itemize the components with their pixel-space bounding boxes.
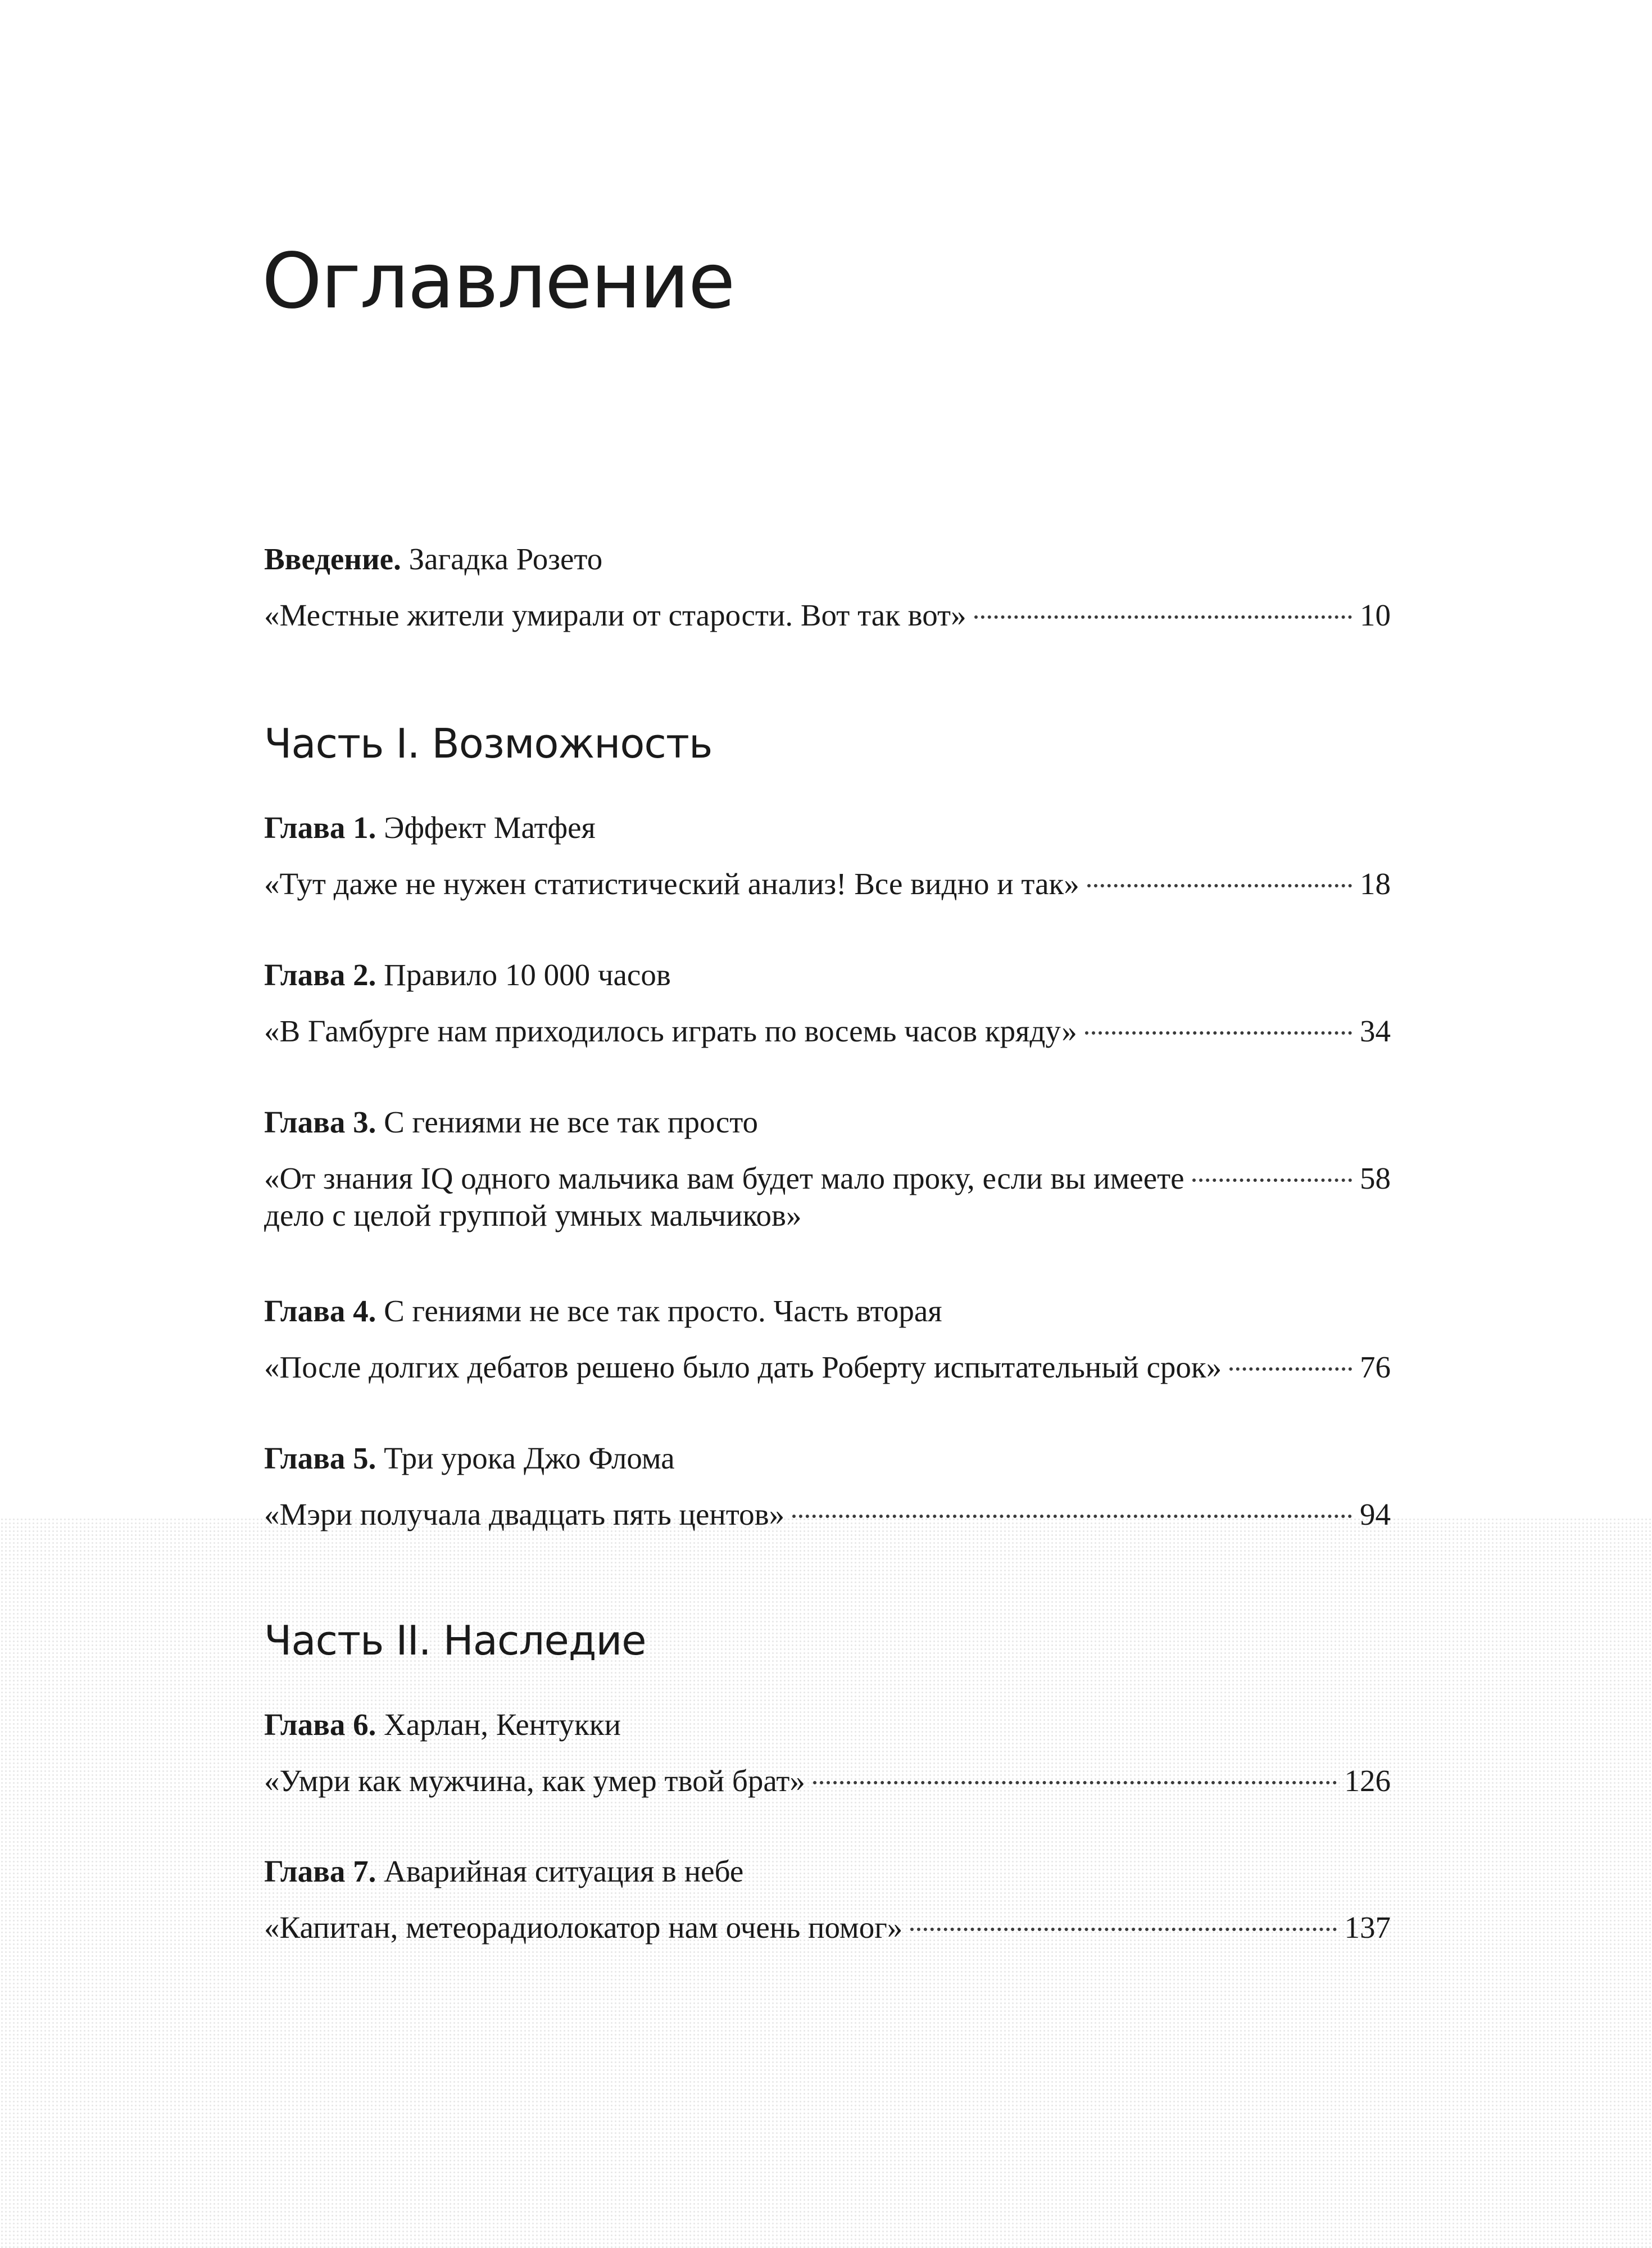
entry-quote-row	[264, 865, 1391, 903]
dot-leader	[1085, 1031, 1352, 1035]
entry-label: Глава 1.	[264, 810, 376, 845]
entry-label: Глава 3.	[264, 1105, 376, 1139]
entry-label: Глава 4.	[264, 1294, 376, 1328]
page-number: 18	[1360, 867, 1391, 901]
toc-entry-chapter-5	[264, 1440, 1391, 1533]
entry-name: Три урока Джо Флома	[384, 1441, 675, 1475]
page-number: 34	[1360, 1014, 1391, 1048]
entry-quote: «После долгих дебатов решено было дать Роберту испытательный срок»	[264, 1350, 1222, 1384]
entry-heading	[264, 1706, 1391, 1743]
entry-quote-row	[264, 1013, 1391, 1050]
page-title: Оглавление	[262, 237, 734, 326]
entry-quote: «Местные жители умирали от старости. Вот так вот»	[264, 598, 966, 632]
page-number: 94	[1360, 1497, 1391, 1531]
entry-heading	[264, 957, 1391, 994]
toc-entry-chapter-4	[264, 1293, 1391, 1386]
entry-name: Эффект Матфея	[384, 810, 596, 845]
dot-leader	[1229, 1367, 1352, 1371]
entry-quote: «Капитан, метеорадиолокатор нам очень помог»	[264, 1910, 903, 1945]
part-title-2: Часть II. Наследие	[264, 1617, 646, 1664]
dot-leader	[792, 1515, 1352, 1518]
toc-entry-chapter-6	[264, 1706, 1391, 1800]
entry-quote-row	[264, 1349, 1391, 1386]
entry-label: Введение.	[264, 542, 401, 576]
entry-quote-row	[264, 1160, 1391, 1234]
entry-quote-row	[264, 1496, 1391, 1533]
page-number: 126	[1344, 1764, 1391, 1798]
entry-label: Глава 6.	[264, 1707, 376, 1742]
entry-quote: «В Гамбурге нам приходилось играть по восемь часов кряду»	[264, 1014, 1077, 1048]
entry-label: Глава 7.	[264, 1854, 376, 1888]
entry-name: Аварийная ситуация в небе	[384, 1854, 744, 1888]
page-number: 10	[1360, 598, 1391, 632]
entry-heading	[264, 541, 1391, 578]
page-number: 76	[1360, 1350, 1391, 1384]
entry-name: Загадка Розето	[409, 542, 603, 576]
entry-quote: «От знания IQ одного мальчика вам будет мало проку, если вы имеете дело с целой группой умных мальчиков»	[264, 1161, 1184, 1232]
toc-entry-chapter-1	[264, 809, 1391, 903]
entry-heading	[264, 1293, 1391, 1330]
toc-entry-chapter-2	[264, 957, 1391, 1050]
dot-leader	[1087, 884, 1352, 887]
entry-heading	[264, 1104, 1391, 1141]
entry-quote: «Умри как мужчина, как умер твой брат»	[264, 1764, 805, 1798]
entry-heading	[264, 1440, 1391, 1477]
entry-name: С гениями не все так просто	[384, 1105, 759, 1139]
dot-leader	[813, 1781, 1337, 1784]
entry-name: С гениями не все так просто. Часть вторая	[384, 1294, 942, 1328]
entry-heading	[264, 809, 1391, 846]
dot-leader	[974, 615, 1352, 619]
toc-entry-chapter-7	[264, 1853, 1391, 1946]
entry-quote: «Тут даже не нужен статистический анализ! Все видно и так»	[264, 867, 1079, 901]
part-title-1: Часть I. Возможность	[264, 720, 712, 767]
entry-quote-row	[264, 597, 1391, 634]
entry-heading	[264, 1853, 1391, 1890]
page-number: 137	[1344, 1910, 1391, 1945]
dot-leader	[910, 1928, 1336, 1931]
page-number: 58	[1360, 1161, 1391, 1195]
entry-name: Правило 10 000 часов	[384, 958, 671, 992]
toc-entry-intro	[264, 541, 1391, 634]
entry-label: Глава 2.	[264, 958, 376, 992]
entry-label: Глава 5.	[264, 1441, 376, 1475]
entry-quote-row	[264, 1762, 1391, 1800]
toc-entry-chapter-3	[264, 1104, 1391, 1234]
entry-name: Харлан, Кентукки	[384, 1707, 621, 1742]
dot-leader	[1192, 1179, 1352, 1182]
entry-quote-row	[264, 1909, 1391, 1946]
entry-quote: «Мэри получала двадцать пять центов»	[264, 1497, 785, 1531]
